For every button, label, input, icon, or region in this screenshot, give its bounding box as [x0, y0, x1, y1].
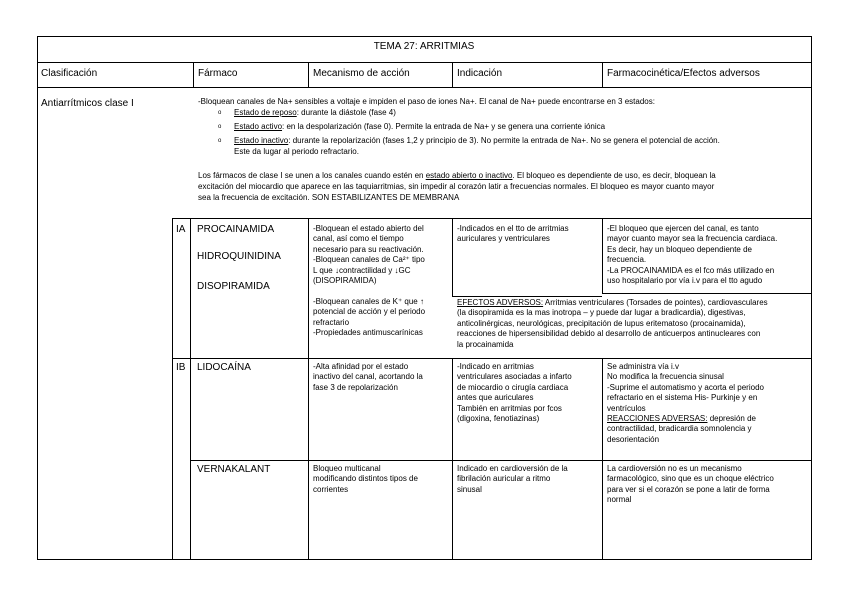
ia-mecanismo-6: (DISOPIRAMIDA): [313, 276, 377, 285]
ia-efectos-4: reacciones de hipersensibilidad debido al desarrollo de anticuerpos antinucleares con: [457, 329, 761, 339]
ia-mecanismo-7: -Bloquean canales de K⁺ que ↑: [313, 297, 424, 306]
ia-row-divider: [172, 358, 811, 359]
col-divider-farmaco: [190, 218, 191, 560]
state-inactivo-cont: Este da lugar al periodo refractario.: [234, 147, 359, 156]
header-clasificacion: Clasificación: [41, 68, 98, 79]
header-mecanismo: Mecanismo de acción: [313, 68, 410, 79]
ib-mecanismo-1: -Alta afinidad por el estado: [313, 362, 409, 371]
vk-mecanismo-1: Bloqueo multicanal: [313, 464, 381, 473]
col-divider-mecanismo-body: [308, 218, 309, 560]
ia-efectos-3: anticolinérgicas, neurológicas, precipitación de lupus eritematoso (procainamida),: [457, 318, 746, 328]
ia-indicacion-1: -Indicados en el tto de arritmias: [457, 224, 569, 233]
ib-mecanismo-2: inactivo del canal, acortando la: [313, 372, 423, 382]
ib-indicacion-1: -Indicado en arritmias: [457, 362, 534, 371]
ia-mecanismo-1: -Bloquean el estado abierto del: [313, 224, 424, 233]
vk-farmaco-3: para ver si el corazón se pone a latir de forma: [607, 484, 770, 494]
class-note-line3: sea la frecuencia de excitación. SON ESTABILIZANTES DE MEMBRANA: [198, 193, 460, 202]
ia-split-divider: [602, 293, 811, 294]
header-row-divider: [37, 87, 811, 88]
title-row-divider: [37, 62, 811, 63]
intro-row-divider: [172, 218, 811, 219]
class-note-line2: excitación del miocardio que aparece en las taquiarritmias, sin impedir al corazón latir a frecuencias normales. El bloqueo es mayor cuanto mayor: [198, 182, 715, 191]
table-border-bottom: [37, 559, 811, 560]
vk-indicacion-2: fibrilación auricular a ritmo: [457, 474, 551, 484]
vk-mecanismo-3: corrientes: [313, 484, 349, 494]
subclass-ib: IB: [176, 362, 186, 373]
ia-farmaco-3: Es decir, hay un bloqueo dependiente de: [607, 244, 753, 254]
col-divider-sub: [172, 218, 173, 560]
table-border-top: [37, 36, 811, 37]
col-divider-clasificacion: [193, 62, 194, 88]
ia-mecanismo-10: -Propiedades antimuscarínicas: [313, 328, 423, 338]
vk-farmaco-1: La cardioversión no es un mecanismo: [607, 464, 742, 473]
drug-vernakalant: VERNAKALANT: [197, 464, 271, 475]
ib-reacciones-2: contractilidad, bradicardia somnolencia y: [607, 424, 752, 434]
col-divider-mecanismo: [308, 62, 309, 88]
header-indicacion: Indicación: [457, 68, 503, 79]
ib-row-divider: [190, 460, 811, 461]
state-inactivo: Estado inactivo: durante la repolarización (fases 1,2 y principio de 3). No permite la entrada de Na+. No se genera el potencial de acción.: [234, 136, 720, 145]
ib-reacciones-1: REACCIONES ADVERSAS: depresión de: [607, 414, 756, 423]
vk-mecanismo-2: modificando distintos tipos de: [313, 474, 418, 484]
ib-farmaco-3: -Suprime el automatismo y acorta el periodo: [607, 382, 764, 392]
bullet-icon: o: [218, 124, 222, 130]
vk-farmaco-4: normal: [607, 495, 632, 505]
drug-hidroquinidina: HIDROQUINIDINA: [197, 251, 281, 262]
ia-mecanismo-9: refractario: [313, 317, 350, 327]
ia-efectos-1: EFECTOS ADVERSOS: Arritmias ventriculares (Torsades de pointes), cardiovasculares: [457, 298, 768, 307]
drug-lidocaina: LIDOCAÍNA: [197, 362, 251, 373]
ib-indicacion-3: de miocardio o cirugía cardiaca: [457, 382, 569, 392]
ib-mecanismo-3: fase 3 de repolarización: [313, 382, 398, 392]
ib-reacciones-3: desorientación: [607, 434, 660, 444]
ia-farmaco-5: -La PROCAINAMIDA es el fco más utilizado en: [607, 265, 775, 275]
table-border-left: [37, 36, 38, 560]
ia-mecanismo-5: L que ↓contractilidad y ↓GC: [313, 265, 411, 275]
bullet-icon: o: [218, 110, 222, 116]
ib-farmaco-1: Se administra vía i.v: [607, 362, 680, 371]
ia-farmaco-6: uso hospitalario por vía i.v para el tto agudo: [607, 276, 763, 285]
col-divider-farmacocinetica-body-a: [602, 218, 603, 294]
ia-effects-divider: [452, 296, 602, 297]
bullet-icon: o: [218, 138, 222, 144]
ia-efectos-2: (la disopiramida es la mas inotropa – y puede dar lugar a bradicardia), digestivas,: [457, 308, 746, 318]
ia-mecanismo-8: potencial de acción y el periodo: [313, 307, 426, 317]
ib-farmaco-5: ventrículos: [607, 403, 646, 413]
ia-farmaco-4: frecuencia.: [607, 255, 647, 265]
header-farmaco: Fármaco: [198, 68, 238, 79]
ib-farmaco-2: No modifica la frecuencia sinusal: [607, 372, 724, 382]
ia-efectos-5: la procainamida: [457, 339, 514, 349]
col-divider-indicacion: [452, 62, 453, 88]
ia-farmaco-1: -El bloqueo que ejercen del canal, es tanto: [607, 224, 759, 233]
ib-indicacion-4: antes que auriculares: [457, 393, 534, 403]
ia-mecanismo-2: canal, así como el tiempo: [313, 234, 404, 244]
col-divider-farmacocinetica: [602, 62, 603, 88]
vk-indicacion-3: sinusal: [457, 484, 482, 494]
state-reposo: Estado de reposo: durante la diástole (fase 4): [234, 108, 396, 117]
drug-procainamida: PROCAINAMIDA: [197, 224, 275, 235]
ia-farmaco-2: mayor cuanto mayor sea la frecuencia cardiaca.: [607, 234, 778, 244]
page-title: TEMA 27: ARRITMIAS: [373, 41, 475, 52]
ib-farmaco-4: refractario en el sistema His- Purkinje y en: [607, 393, 758, 403]
ia-mecanismo-3: necesario para su reactivación.: [313, 244, 424, 254]
state-activo: Estado activo: en la despolarización (fase 0). Permite la entrada de Na+ y se genera una corriente iónica: [234, 122, 606, 131]
subclass-ia: IA: [176, 224, 186, 235]
col-divider-indicacion-body-a: [452, 218, 453, 297]
drug-disopiramida: DISOPIRAMIDA: [197, 281, 270, 292]
class-label: Antiarrítmicos clase I: [41, 98, 134, 109]
table-border-right: [811, 36, 812, 560]
class-note-line1: Los fármacos de clase I se unen a los canales cuando estén en estado abierto o inactivo. El bloqueo es dependiente de uso, es decir, bloquean la: [198, 171, 716, 180]
vk-indicacion-1: Indicado en cardioversión de la: [457, 464, 568, 473]
ib-indicacion-5: También en arritmias por fcos: [457, 403, 562, 413]
col-divider-indicacion-body-b: [452, 358, 453, 560]
ib-indicacion-2: ventriculares asociadas a infarto: [457, 372, 572, 382]
ia-mecanismo-4: -Bloquean canales de Ca²⁺ tipo: [313, 255, 425, 265]
intro-text: -Bloquean canales de Na+ sensibles a voltaje e impiden el paso de iones Na+. El canal de Na+ puede encontrarse en 3 estados:: [198, 97, 655, 106]
ia-indicacion-2: auriculares y ventriculares: [457, 234, 550, 244]
col-divider-farmacocinetica-body-b: [602, 358, 603, 560]
vk-farmaco-2: farmacológico, sino que es un choque eléctrico: [607, 474, 774, 484]
header-farmacocinetica: Farmacocinética/Efectos adversos: [607, 68, 760, 79]
ib-indicacion-6: (digoxina, fenotiazinas): [457, 414, 540, 423]
